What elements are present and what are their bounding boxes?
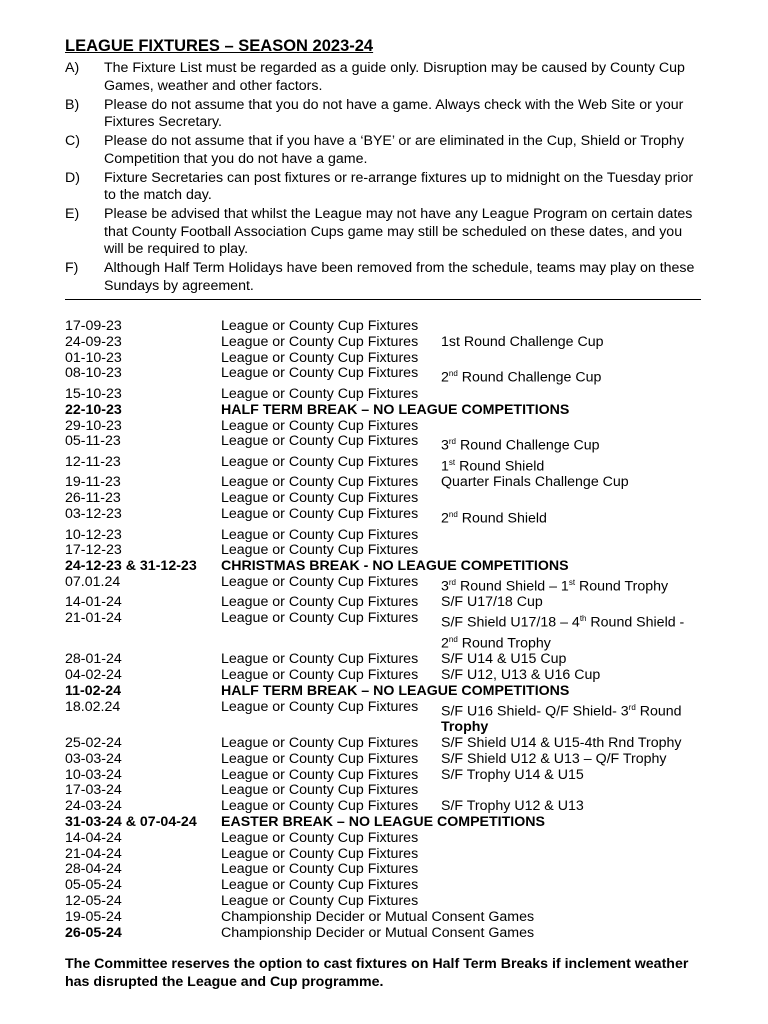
fixture-date: 28-04-24 — [65, 861, 122, 878]
fixture-date: 17-03-24 — [65, 782, 122, 799]
fixture-date: 12-05-24 — [65, 892, 122, 909]
fixture-row — [65, 736, 705, 752]
fixture-row — [65, 768, 705, 784]
fixture-date: 01-10-23 — [65, 349, 122, 366]
fixture-date: 29-10-23 — [65, 417, 122, 434]
fixture-description: League or County Cup Fixtures — [221, 861, 419, 878]
note-text: Although Half Term Holidays have been removed from the schedule, teams may play on these Sundays by agreement. — [104, 260, 695, 294]
competition-text: Round — [635, 703, 682, 720]
fixture-competition: S/F Shield U12 & U13 – Q/F Trophy — [441, 750, 667, 767]
fixture-row — [65, 862, 705, 878]
fixture-description: CHRISTMAS BREAK - NO LEAGUE COMPETITIONS — [221, 558, 569, 575]
fixture-row — [65, 507, 705, 528]
fixture-row — [65, 831, 705, 847]
fixture-description: League or County Cup Fixtures — [221, 750, 419, 767]
fixture-description: League or County Cup Fixtures — [221, 798, 419, 815]
fixture-date: 18.02.24 — [65, 698, 121, 715]
fixture-row — [65, 815, 705, 831]
note-text: The Fixture List must be regarded as a guide only. Disruption may be caused by County Cup Games, weather and other factors. — [104, 60, 685, 94]
fixture-date: 19-11-23 — [65, 474, 121, 491]
fixture-row — [65, 799, 705, 815]
footer-note: The Committee reserves the option to cast fixtures on Half Term Breaks if inclement weather has disrupted the League and Cup programme. — [65, 956, 689, 990]
fixture-description: League or County Cup Fixtures — [221, 845, 419, 862]
fixture-competition: S/F Trophy U14 & U15 — [441, 766, 584, 783]
fixture-row — [65, 455, 705, 476]
fixture-competition: S/F U14 & U15 Cup — [441, 651, 567, 668]
note-text: Please do not assume that if you have a ‘BYE’ or are eliminated in the Cup, Shield or Trophy Competition that you do not have a game. — [104, 133, 684, 167]
competition-text: S/F Shield U17/18 – 4 — [441, 614, 580, 631]
fixture-competition — [441, 528, 705, 544]
fixture-description: League or County Cup Fixtures — [221, 333, 419, 350]
fixture-date: 12-11-23 — [65, 453, 121, 470]
fixture-competition: S/F Shield U14 & U15-4th Rnd Trophy — [441, 735, 682, 751]
fixture-competition — [441, 862, 705, 878]
competition-text: nd — [448, 634, 458, 644]
competition-text: rd — [448, 577, 457, 587]
fixture-row — [65, 403, 705, 419]
fixture-date: 10-12-23 — [65, 526, 122, 543]
competition-text: Round Challenge Cup — [457, 370, 602, 387]
fixture-row — [65, 419, 705, 435]
note-item — [65, 60, 705, 95]
fixture-date: 07.01.24 — [65, 573, 121, 590]
fixture-competition — [441, 387, 705, 403]
fixture-competition — [441, 700, 705, 736]
fixture-date: 31-03-24 & 07-04-24 — [65, 813, 197, 830]
fixture-row — [65, 684, 705, 700]
fixture-row — [65, 595, 705, 611]
note-text: Fixture Secretaries can post fixtures or re-arrange fixtures up to midnight on the Tuesday prior to the match day. — [104, 169, 694, 203]
competition-text: rd — [628, 702, 636, 712]
page-title: LEAGUE FIXTURES – SEASON 2023-24 — [65, 37, 374, 55]
fixture-date: 19-05-24 — [65, 908, 122, 925]
fixture-description: League or County Cup Fixtures — [221, 417, 419, 434]
note-letter: E) — [65, 206, 80, 222]
fixture-row — [65, 366, 705, 387]
fixture-competition — [441, 419, 705, 435]
fixture-date: 25-02-24 — [65, 735, 122, 751]
fixture-description: League or County Cup Fixtures — [221, 892, 419, 909]
fixture-description: EASTER BREAK – NO LEAGUE COMPETITIONS — [221, 813, 545, 830]
fixture-description: League or County Cup Fixtures — [221, 365, 419, 382]
fixture-description: League or County Cup Fixtures — [221, 698, 419, 715]
fixture-competition — [441, 491, 705, 507]
fixture-date: 24-09-23 — [65, 333, 122, 350]
note-item — [65, 206, 705, 259]
fixture-competition — [441, 319, 705, 335]
fixture-description: League or County Cup Fixtures — [221, 735, 419, 751]
competition-text: Round Shield - 2 — [441, 614, 685, 652]
note-letter: B) — [65, 96, 80, 113]
fixture-description: League or County Cup Fixtures — [221, 349, 419, 366]
fixture-competition — [441, 894, 705, 910]
competition-text: nd — [448, 369, 458, 379]
fixture-row — [65, 575, 705, 596]
fixtures-list — [65, 319, 705, 941]
fixture-row — [65, 387, 705, 403]
competition-text: th — [579, 614, 587, 624]
fixture-competition: S/F U17/18 Cup — [441, 594, 543, 611]
fixture-description: HALF TERM BREAK – NO LEAGUE COMPETITIONS — [221, 682, 570, 699]
fixture-row — [65, 910, 705, 926]
fixture-competition: S/F U12, U13 & U16 Cup — [441, 667, 601, 684]
fixture-competition: Quarter Finals Challenge Cup — [441, 474, 629, 491]
fixture-row — [65, 351, 705, 367]
competition-text: 2 — [441, 370, 449, 387]
fixture-row — [65, 528, 705, 544]
competition-text: Round Challenge Cup — [456, 438, 600, 455]
competition-text: 3 — [441, 438, 449, 455]
note-letter: A) — [65, 60, 80, 76]
fixture-row — [65, 668, 705, 684]
fixture-row — [65, 475, 705, 491]
fixture-competition — [441, 351, 705, 367]
fixture-date: 14-04-24 — [65, 829, 122, 846]
divider — [65, 299, 701, 300]
fixture-competition — [441, 543, 705, 559]
fixture-description: League or County Cup Fixtures — [221, 453, 419, 470]
fixture-competition — [441, 878, 705, 894]
fixture-description: League or County Cup Fixtures — [221, 594, 419, 611]
fixture-competition — [441, 434, 705, 455]
fixture-description: Championship Decider or Mutual Consent Games — [221, 908, 535, 925]
fixture-description: League or County Cup Fixtures — [221, 667, 419, 684]
fixture-row — [65, 319, 705, 335]
fixture-date: 04-02-24 — [65, 667, 122, 684]
fixture-date: 17-09-23 — [65, 318, 122, 334]
competition-text: rd — [448, 437, 457, 447]
competition-text: st — [568, 577, 576, 587]
fixture-description: League or County Cup Fixtures — [221, 782, 419, 799]
fixture-description: League or County Cup Fixtures — [221, 542, 419, 559]
competition-text: Round Shield – 1 — [456, 578, 569, 595]
fixture-date: 28-01-24 — [65, 651, 122, 668]
fixture-competition — [441, 507, 705, 528]
note-item — [65, 97, 705, 132]
competition-text: Round Trophy — [575, 578, 669, 595]
fixture-date: 05-05-24 — [65, 877, 122, 894]
fixture-date: 11-02-24 — [65, 682, 122, 699]
fixture-row — [65, 752, 705, 768]
fixture-description: League or County Cup Fixtures — [221, 610, 419, 627]
fixture-description: HALF TERM BREAK – NO LEAGUE COMPETITIONS — [221, 401, 570, 418]
competition-text: Trophy — [441, 719, 489, 736]
fixture-description: League or County Cup Fixtures — [221, 490, 419, 507]
fixture-description: League or County Cup Fixtures — [221, 526, 419, 543]
fixture-row — [65, 611, 705, 652]
note-text: Please be advised that whilst the League may not have any League Program on certain dates that County Football Association Cups game may still be scheduled on these dates, and you will be required to play. — [104, 206, 693, 257]
fixture-date: 05-11-23 — [65, 433, 121, 450]
fixture-row — [65, 434, 705, 455]
fixture-date: 10-03-24 — [65, 766, 122, 783]
fixture-date: 22-10-23 — [65, 401, 122, 418]
competition-text: S/F U16 Shield- Q/F Shield- 3 — [441, 703, 629, 720]
competition-text: nd — [448, 509, 458, 519]
competition-text: Round Shield — [455, 458, 545, 475]
fixture-date: 17-12-23 — [65, 542, 122, 559]
fixture-competition — [441, 575, 705, 596]
fixture-competition — [441, 455, 705, 476]
fixture-description: Championship Decider or Mutual Consent Games — [221, 924, 535, 941]
fixture-row — [65, 491, 705, 507]
fixture-description: League or County Cup Fixtures — [221, 433, 419, 450]
fixture-description: League or County Cup Fixtures — [221, 474, 419, 491]
fixture-competition: 1st Round Challenge Cup — [441, 333, 604, 350]
fixture-date: 14-01-24 — [65, 594, 122, 611]
fixture-competition — [441, 831, 705, 847]
fixture-competition: S/F Trophy U12 & U13 — [441, 798, 584, 815]
note-letter: C) — [65, 133, 80, 149]
note-item — [65, 260, 705, 295]
fixture-row — [65, 335, 705, 351]
fixture-description: League or County Cup Fixtures — [221, 385, 419, 402]
fixture-row — [65, 543, 705, 559]
fixture-row — [65, 559, 705, 575]
fixture-description: League or County Cup Fixtures — [221, 766, 419, 783]
fixture-row — [65, 652, 705, 668]
fixture-competition — [441, 611, 705, 652]
fixture-competition — [441, 847, 705, 863]
fixture-row — [65, 878, 705, 894]
fixture-description: League or County Cup Fixtures — [221, 651, 419, 668]
fixture-date: 26-11-23 — [65, 490, 121, 507]
fixture-description: League or County Cup Fixtures — [221, 829, 419, 846]
competition-text: 3 — [441, 578, 449, 595]
fixture-date: 03-03-24 — [65, 750, 122, 767]
fixture-date: 03-12-23 — [65, 505, 122, 522]
fixture-date: 15-10-23 — [65, 385, 122, 402]
fixture-date: 21-04-24 — [65, 845, 122, 862]
note-item — [65, 170, 705, 205]
fixture-date: 24-12-23 & 31-12-23 — [65, 558, 197, 575]
fixture-date: 21-01-24 — [65, 610, 122, 627]
note-text: Please do not assume that you do not have a game. Always check with the Web Site or your Fixtures Secretary. — [104, 96, 684, 130]
fixture-description: League or County Cup Fixtures — [221, 505, 419, 522]
competition-text: Round Shield — [457, 510, 547, 527]
fixture-row — [65, 700, 705, 736]
fixture-row — [65, 926, 705, 942]
fixture-row — [65, 894, 705, 910]
competition-text: Round Trophy — [457, 635, 551, 652]
competition-text: 1 — [441, 458, 449, 475]
document-page — [65, 36, 705, 991]
competition-text: 2 — [441, 510, 449, 527]
note-item — [65, 133, 705, 168]
competition-text: st — [448, 457, 456, 467]
fixture-competition — [441, 366, 705, 387]
note-letter: F) — [65, 260, 79, 276]
fixture-description: League or County Cup Fixtures — [221, 877, 419, 894]
fixture-date: 24-03-24 — [65, 798, 122, 815]
fixture-date: 08-10-23 — [65, 365, 122, 382]
fixture-date: 26-05-24 — [65, 924, 122, 941]
fixture-description: League or County Cup Fixtures — [221, 573, 419, 590]
note-letter: D) — [65, 169, 80, 186]
fixture-competition — [441, 783, 705, 799]
notes-list — [65, 60, 705, 295]
fixture-row — [65, 847, 705, 863]
fixture-row — [65, 783, 705, 799]
fixture-description: League or County Cup Fixtures — [221, 318, 419, 334]
